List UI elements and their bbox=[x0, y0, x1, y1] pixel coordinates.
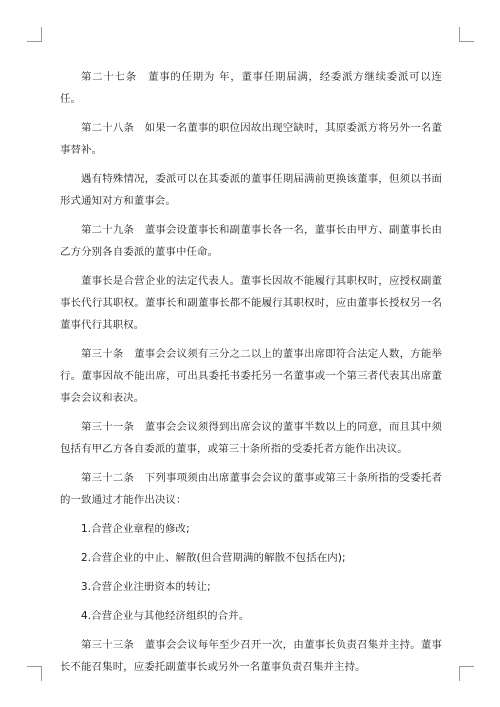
article-32: 第三十二条 下列事项须由出席董事会会议的董事或第三十条所指的受委托者的一致通过才能作出决议： bbox=[60, 472, 442, 506]
document-body bbox=[60, 66, 442, 685]
article-28-special-case: 遇有特殊情况，委派可以在其委派的董事任期届满前更换该董事，但须以书面形式通知对方和董事会。 bbox=[60, 173, 442, 207]
article-29-legal-representative: 董事长是合营企业的法定代表人。董事长因故不能履行其职权时，应授权副董事长代行其职权。董事长和副董事长都不能履行其职权时，应由董事长授权另一名董事代行其职权。 bbox=[60, 275, 442, 331]
article-29: 第二十九条 董事会设董事长和副董事长各一名，董事长由甲方、副董事长由乙方分别各自委派的董事中任命。 bbox=[60, 224, 442, 258]
crop-mark-bottom-right bbox=[459, 666, 474, 681]
list-item-4: 4.合营企业与其他经济组织的合并。 bbox=[81, 610, 250, 622]
article-30: 第三十条 董事会会议须有三分之二以上的董事出席即符合法定人数，方能举行。董事因故不能出席，可出具委托书委托另一名董事或一个第三者代表其出席董事会会议和表决。 bbox=[60, 348, 442, 404]
article-28: 第二十八条 如果一名董事的职位因故出现空缺时，其原委派方将另外一名董事替补。 bbox=[60, 122, 442, 156]
article-27: 第二十七条 董事的任期为 年，董事任期届满，经委派方继续委派可以连任。 bbox=[60, 71, 442, 105]
crop-mark-bottom-left bbox=[27, 666, 42, 681]
crop-mark-top-left bbox=[27, 27, 42, 42]
article-33: 第三十三条 董事会会议每年至少召开一次，由董事长负责召集并主持。董事长不能召集时，应委托副董事长或另外一名董事负责召集并主持。 bbox=[60, 639, 442, 673]
list-item-3: 3.合营企业注册资本的转让; bbox=[81, 581, 211, 593]
crop-mark-top-right bbox=[459, 27, 474, 42]
list-item-2: 2.合营企业的中止、解散(但合营期满的解散不包括在内); bbox=[81, 552, 346, 564]
list-item-1: 1.合营企业章程的修改; bbox=[81, 523, 190, 535]
article-31: 第三十一条 董事会会议须得到出席会议的董事半数以上的同意，而且其中须包括有甲乙方各自委派的董事，或第三十条所指的受委托者方能作出决议。 bbox=[60, 421, 442, 455]
